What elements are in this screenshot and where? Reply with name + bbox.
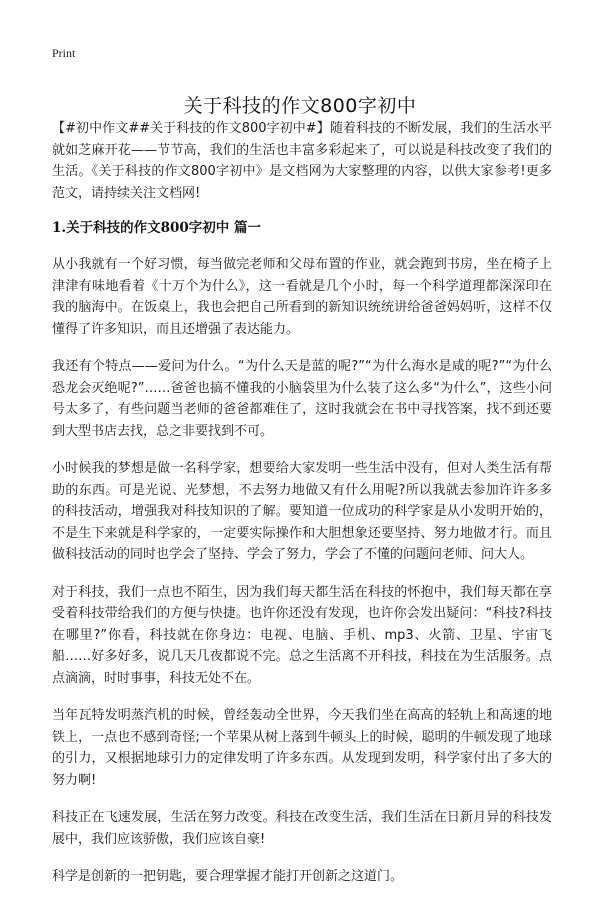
body-paragraph-1: 从小我就有一个好习惯，每当做完老师和父母布置的作业，就会跑到书房，坐在椅子上津津有味地看着《十万个为什么》，这一看就是几个小时，每一个科学道理都深深印在我的脑海中。在饭桌上，我也会把自己所看到的新知识统统讲给爸爸妈妈听，这样不仅懂得了许多知识，而且还增强了表达能力。 bbox=[52, 257, 552, 337]
body-paragraph-4: 对于科技，我们一点也不陌生，因为我们每天都生活在科技的怀抱中，我们每天都在享受着科技带给我们的方便与快捷。也许你还没有发现，也许你会发出疑问：“科技?科技在哪里?”你看，科技就在你身边：电视、电脑、手机、mp3、火箭、卫星、宇宙飞船……好多好多，说几天几夜都说不完。总之生活离不开科技，科技在为生活服务。点点滴滴，时时事事，科技无处不在。 bbox=[52, 584, 552, 686]
body-paragraph-6: 科技正在飞速发展，生活在努力改变。科技在改变生活，我们生活在日新月异的科技发展中，我们应该骄傲，我们应该自豪! bbox=[52, 810, 552, 847]
document-content bbox=[52, 118, 552, 904]
page-title: 关于科技的作文800字初中 bbox=[183, 94, 417, 117]
body-paragraph-3: 小时候我的梦想是做一名科学家，想要给大家发明一些生活中没有，但对人类生活有帮助的东西。可是光说、光梦想，不去努力地做又有什么用呢?所以我就去参加许许多多的科技活动，增强我对科技知识的了解。要知道一位成功的科学家是从小发明开始的，不是生下来就是科学家的，一定要实际操作和大胆想象还要坚持、努力地做才行。而且做科技活动的同时也学会了坚持、学会了努力，学会了不懂的问题问老师、问大人。 bbox=[52, 461, 552, 562]
body-paragraph-5: 当年瓦特发明蒸汽机的时候，曾经轰动全世界，今天我们坐在高高的轻轨上和高速的地铁上，一点也不感到奇怪;一个苹果从树上落到牛顿头上的时候，聪明的牛顿发现了地球的引力，又根据地球引力的定律发明了许多东西。从发现到发明，科学家付出了多大的努力啊! bbox=[52, 708, 552, 788]
body-paragraph-7: 科学是创新的一把钥匙，要合理掌握才能打开创新之这道门。 bbox=[52, 869, 404, 884]
body-paragraph-2: 我还有个特点——爱问为什么。“为什么天是蓝的呢?”“为什么海水是咸的呢?”“为什么恐龙会灭绝呢?”……爸爸也搞不懂我的小脑袋里为什么装了这么多“为什么”，这些小问号太多了，有些问题当老师的爸爸都难住了，这时我就会在书中寻找答案，找不到还要到大型书店去找，总之非要找到不可。 bbox=[52, 359, 552, 439]
intro-paragraph: 【#初中作文##关于科技的作文800字初中#】随着科技的不断发展，我们的生活水平就如芝麻开花——节节高，我们的生活也丰富多彩起来了，可以说是科技改变了我们的生活。《关于科技的作文800字初中》是文档网为大家整理的内容，以供大家参考!更多范文，请持续关注文档网! bbox=[52, 121, 552, 201]
section-heading: 1.关于科技的作文800字初中 篇一 bbox=[52, 220, 261, 236]
print-label: Print bbox=[52, 46, 76, 60]
